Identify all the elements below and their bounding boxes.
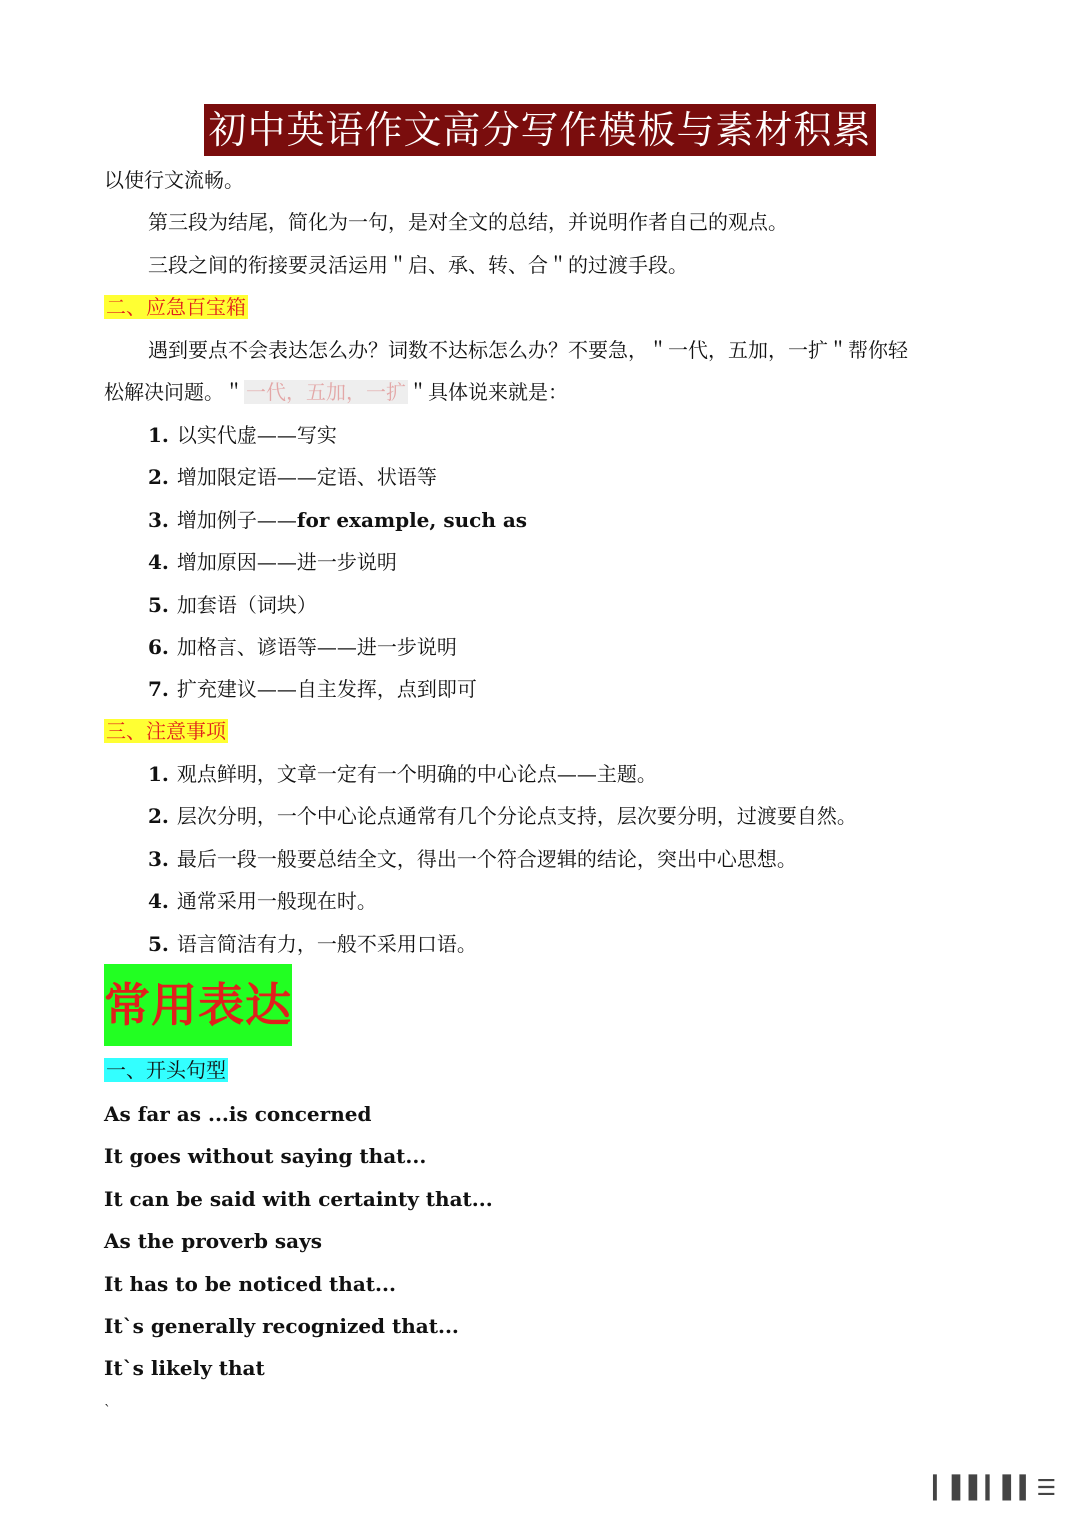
intro-line-2: 第三段为结尾，简化为一句，是对全文的总结，并说明作者自己的观点。 bbox=[148, 210, 788, 234]
phrase-item: It has to be noticed that... bbox=[104, 1271, 396, 1296]
list-item-text: 观点鲜明，文章一定有一个明确的中心论点——主题。 bbox=[176, 762, 657, 786]
list-item-text: 最后一段一般要总结全文，得出一个符合逻辑的结论，突出中心思想。 bbox=[176, 846, 797, 871]
section2-heading-row bbox=[104, 292, 248, 322]
list-item-text: 语言简洁有力，一般不采用口语。 bbox=[176, 931, 477, 956]
list-item-number: 2. bbox=[148, 465, 169, 490]
phrase-item: It can be said with certainty that... bbox=[104, 1186, 493, 1211]
list-item-text: 层次分明，一个中心论点通常有几个分论点支持，层次要分明，过渡要自然。 bbox=[176, 804, 857, 829]
list-item bbox=[148, 420, 337, 450]
expressions-subheading: 一、开头句型 bbox=[106, 1058, 226, 1082]
list-item bbox=[148, 462, 437, 492]
section2-para-2 bbox=[104, 377, 568, 407]
phrase-item: It`s generally recognized that... bbox=[104, 1314, 459, 1338]
section2-para-2-post: ＂具体说来就是： bbox=[408, 380, 568, 404]
trailing-mark: ` bbox=[104, 1403, 111, 1419]
list-item-number: 5. bbox=[148, 931, 169, 956]
intro-line-1: 以使行文流畅。 bbox=[104, 168, 244, 192]
section2-para-2-pre: 松解决问题。＂ bbox=[104, 380, 244, 404]
section3-heading: 三、注意事项 bbox=[106, 719, 226, 743]
phrase-item: As far as ...is concerned bbox=[104, 1102, 372, 1126]
list-item-text: 以实代虚——写实 bbox=[176, 423, 337, 447]
phrase-item: It`s likely that bbox=[104, 1356, 265, 1381]
phrase-item: As the proverb says bbox=[104, 1229, 322, 1254]
list-item bbox=[148, 844, 797, 874]
list-item-number: 2. bbox=[148, 804, 169, 829]
list-item-number: 5. bbox=[148, 592, 169, 617]
list-item bbox=[148, 801, 857, 831]
list-item-number: 7. bbox=[148, 677, 169, 702]
list-item-number: 3. bbox=[148, 846, 169, 871]
list-item-text: 扩充建议——自主发挥，点到即可 bbox=[176, 677, 477, 702]
list-item bbox=[148, 886, 377, 916]
list-item-english: for example, such as bbox=[296, 507, 528, 532]
expressions-subheading-row bbox=[104, 1055, 228, 1085]
section3-heading-row bbox=[104, 716, 228, 746]
section2-para-1: 遇到要点不会表达怎么办？词数不达标怎么办？不要急，＂一代，五加，一扩＂帮你轻 bbox=[148, 338, 908, 362]
faded-phrase: 一代，五加，一扩 bbox=[246, 380, 406, 404]
page-title: 初中英语作文高分写作模板与素材积累 bbox=[204, 104, 875, 156]
list-item-number: 3. bbox=[148, 507, 169, 532]
list-item-text: 通常采用一般现在时。 bbox=[176, 889, 377, 914]
list-item bbox=[148, 505, 527, 535]
expressions-banner-text: 常用表达 bbox=[104, 978, 292, 1032]
list-item bbox=[148, 929, 477, 959]
list-item-number: 6. bbox=[148, 635, 169, 659]
list-item-text: 增加限定语——定语、状语等 bbox=[176, 465, 437, 490]
list-item-number: 4. bbox=[148, 889, 169, 914]
watermark-bars-icon: ▕▏▌▌▎▌▍☰ bbox=[918, 1476, 1057, 1501]
list-item-text: 加格言、谚语等——进一步说明 bbox=[176, 635, 457, 659]
phrase-item: It goes without saying that... bbox=[104, 1144, 427, 1169]
section2-heading: 二、应急百宝箱 bbox=[106, 295, 246, 319]
list-item-text: 增加例子—— bbox=[176, 507, 297, 532]
list-item-text: 加套语（词块） bbox=[176, 592, 317, 617]
list-item-number: 4. bbox=[148, 550, 169, 575]
list-item bbox=[148, 547, 397, 577]
title-bar bbox=[0, 104, 1080, 156]
list-item-text: 增加原因——进一步说明 bbox=[176, 550, 397, 575]
list-item bbox=[148, 632, 457, 662]
intro-line-3: 三段之间的衔接要灵活运用＂启、承、转、合＂的过渡手段。 bbox=[148, 253, 688, 277]
list-item-number: 1. bbox=[148, 423, 169, 447]
list-item bbox=[148, 590, 317, 620]
list-item bbox=[148, 674, 477, 704]
list-item-number: 1. bbox=[148, 762, 169, 786]
list-item bbox=[148, 759, 657, 789]
expressions-banner bbox=[104, 964, 292, 1046]
